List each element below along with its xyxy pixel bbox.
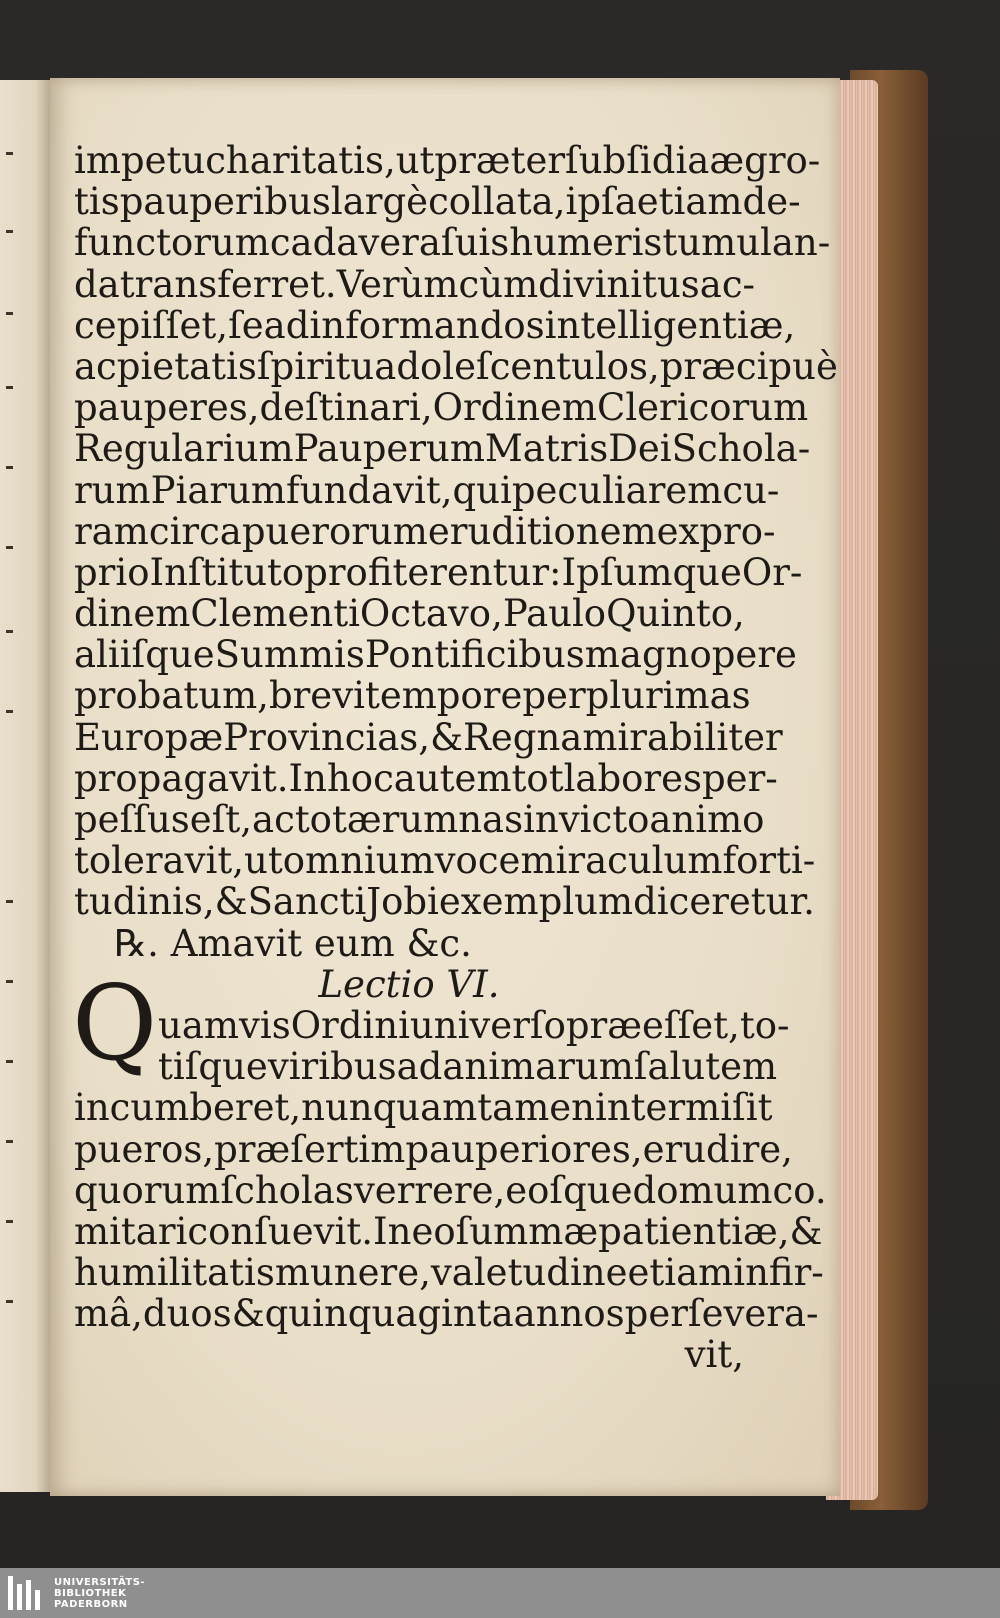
- word: forti-: [722, 839, 816, 883]
- text-line: [74, 880, 815, 924]
- word: ſummæ: [455, 1209, 599, 1253]
- text-line: [74, 964, 744, 1005]
- word: quinquaginta: [264, 1292, 514, 1336]
- word: da: [74, 262, 120, 306]
- logo-line: UNIVERSITÄTS-: [54, 1576, 146, 1588]
- word: nunquam: [301, 1086, 478, 1130]
- word: ſubſidia: [565, 139, 710, 182]
- logo-bars-icon: [8, 1576, 44, 1610]
- text-line: [74, 1168, 827, 1212]
- previous-page-edge: [0, 80, 52, 1492]
- word: annos: [513, 1292, 625, 1336]
- word: Provincias,: [223, 715, 431, 759]
- text-line: [74, 1292, 819, 1336]
- text-line: [74, 344, 838, 388]
- word: Pauperum: [293, 427, 485, 471]
- line-text: vit,: [684, 1333, 744, 1377]
- text-line: [74, 221, 831, 265]
- word: peculiarem: [511, 468, 723, 512]
- word: ſe: [228, 303, 264, 347]
- word: Dei: [608, 427, 672, 471]
- text-line: [74, 303, 796, 347]
- word: erudire,: [642, 1127, 793, 1171]
- word: largè: [330, 180, 429, 224]
- word: Clementi: [190, 592, 360, 636]
- word: profiterentur:: [304, 550, 562, 594]
- word: tempore: [364, 674, 523, 718]
- word: præſertim: [214, 1127, 406, 1171]
- word: de-: [742, 180, 801, 224]
- word: Regna: [463, 715, 583, 759]
- logo-line: PADERBORN: [54, 1598, 128, 1610]
- word: ad: [396, 1045, 443, 1089]
- word: eruditionem: [427, 509, 657, 553]
- word: duos: [142, 1292, 232, 1336]
- word: Verùm: [336, 262, 459, 306]
- word: ex: [656, 509, 700, 553]
- word: Paulo: [502, 592, 607, 636]
- word: animarum: [442, 1045, 634, 1089]
- word: pietatis: [116, 344, 257, 388]
- word: ſalutem: [633, 1045, 778, 1089]
- word: peſſus: [74, 798, 190, 841]
- text-line: [74, 1209, 823, 1253]
- word: co.: [772, 1168, 827, 1212]
- word: Ordinem: [432, 386, 598, 430]
- word: impetu: [74, 139, 206, 182]
- word: animo: [649, 798, 765, 841]
- text-line: [74, 1045, 778, 1089]
- word: ut: [395, 139, 435, 182]
- word: adoleſcentulos,: [374, 344, 660, 388]
- word: infir-: [733, 1251, 824, 1295]
- word: præter: [434, 139, 566, 182]
- word: perſevera-: [624, 1292, 819, 1336]
- word: mâ,: [74, 1292, 143, 1336]
- word: eoſque: [505, 1168, 633, 1212]
- word: Sancti: [247, 880, 367, 924]
- word: dinem: [74, 592, 191, 636]
- word: incumberet,: [74, 1086, 302, 1130]
- text-line: [74, 1127, 793, 1171]
- text-line: [74, 839, 816, 883]
- logo-line: BIBLIOTHEK: [54, 1587, 127, 1599]
- text-line: [74, 798, 765, 841]
- word: divinitus: [538, 262, 700, 306]
- text-line: [74, 1334, 744, 1375]
- word: ad: [263, 303, 310, 347]
- word: mitari: [74, 1209, 188, 1253]
- text-line: [74, 633, 797, 677]
- word: per-: [702, 756, 778, 800]
- word: deſtinari,: [259, 386, 433, 430]
- word: functorum: [74, 221, 270, 265]
- word: pauperibus: [119, 180, 331, 224]
- word: univerſo: [409, 1003, 566, 1047]
- word: fundavit,: [286, 468, 453, 512]
- word: tot: [511, 756, 564, 800]
- word: præeſſet,: [565, 1003, 740, 1047]
- library-logo: [8, 1572, 145, 1614]
- word: diceretur.: [633, 880, 815, 924]
- word: cepiſſet,: [74, 303, 229, 347]
- word: patientiæ,&: [598, 1209, 823, 1253]
- word: circa: [148, 509, 242, 553]
- word: autem: [393, 756, 512, 800]
- word: Quinto,: [606, 592, 745, 636]
- word: tis: [74, 180, 120, 224]
- word: humeris: [509, 221, 663, 265]
- text-line: [74, 180, 801, 224]
- word: qui: [452, 468, 512, 512]
- word: etiam: [636, 180, 743, 224]
- text-line: [74, 262, 756, 306]
- text-line: [74, 1086, 773, 1130]
- text-line: [74, 674, 751, 718]
- word: prio: [74, 550, 150, 594]
- word: &: [214, 880, 248, 924]
- word: propagavit.: [74, 756, 289, 800]
- word: etiam: [627, 1251, 734, 1295]
- word: Pontificibus: [364, 633, 585, 677]
- word: pueros,: [74, 1127, 215, 1171]
- word: ſpiritu: [256, 344, 375, 388]
- word: præcipuè: [659, 344, 838, 388]
- word: viribus: [267, 1045, 397, 1089]
- word: exemplum: [438, 880, 634, 924]
- word: ac: [252, 798, 295, 841]
- word: conſuevit.: [187, 1209, 373, 1253]
- word: puerorum: [241, 509, 428, 553]
- word: ærumnas: [346, 798, 524, 841]
- word: ram: [74, 509, 149, 553]
- text-line: [74, 923, 744, 964]
- word: verrere,: [353, 1168, 506, 1212]
- word: voce: [434, 839, 521, 883]
- word: valetudine: [430, 1251, 628, 1295]
- word: &: [430, 715, 463, 759]
- word: ſcholas: [220, 1168, 354, 1212]
- page-text: [74, 139, 838, 1377]
- word: pro-: [699, 509, 776, 553]
- word: toleravit,: [74, 839, 244, 883]
- word: tumulan-: [662, 221, 831, 265]
- word: intermiſit: [595, 1086, 773, 1130]
- word: Summis: [214, 633, 365, 677]
- word: intelligentiæ,: [544, 303, 796, 347]
- word: probatum,: [74, 674, 269, 718]
- word: Or-: [741, 550, 803, 594]
- text-line: [74, 756, 778, 800]
- word: transferret.: [119, 262, 337, 306]
- text-line: [74, 139, 821, 182]
- word: ac-: [699, 262, 756, 306]
- word: In: [373, 1209, 412, 1253]
- word: miraculum: [520, 839, 723, 883]
- footer-bar: [0, 1568, 1000, 1618]
- text-line: [74, 509, 776, 553]
- text-line: [74, 468, 780, 512]
- word: mirabiliter: [582, 715, 783, 759]
- word: ægro-: [709, 139, 821, 182]
- word: collata,: [428, 180, 566, 224]
- word: munere,: [274, 1251, 431, 1295]
- word: Matris: [484, 427, 609, 471]
- word: pauperes,: [74, 386, 260, 430]
- word: omnium: [282, 839, 435, 883]
- word: per: [522, 674, 586, 718]
- word: domum: [632, 1168, 773, 1212]
- word: Ipſumque: [561, 550, 742, 594]
- text-line: [74, 1003, 790, 1047]
- line-text: ℞. Amavit eum &c.: [114, 921, 472, 965]
- word: Clericorum: [597, 386, 809, 430]
- word: cu-: [722, 468, 780, 512]
- word: In: [288, 756, 327, 800]
- word: to-: [739, 1003, 790, 1047]
- word: Ordini: [290, 1003, 410, 1047]
- word: tiſque: [158, 1045, 268, 1089]
- word: magnopere: [584, 633, 797, 677]
- drop-cap: Q: [72, 962, 158, 1084]
- word: Europæ: [74, 715, 224, 759]
- word: labores: [563, 756, 702, 800]
- word: tot: [294, 798, 347, 841]
- word: cùm: [458, 262, 539, 306]
- word: Inſtituto: [149, 550, 305, 594]
- word: plurimas: [585, 674, 751, 718]
- word: tamen: [477, 1086, 596, 1130]
- text-line: [74, 1251, 824, 1295]
- word: ipſa: [565, 180, 637, 224]
- word: informandos: [309, 303, 545, 347]
- text-line: [74, 386, 809, 430]
- text-line: [74, 550, 803, 594]
- text-line: [74, 715, 783, 759]
- word: charitatis,: [205, 139, 396, 182]
- word: hoc: [326, 756, 394, 800]
- word: rum: [74, 468, 151, 512]
- word: Regularium: [74, 427, 294, 471]
- word: cadavera: [269, 221, 441, 265]
- word: Schola-: [671, 427, 811, 471]
- word: ut: [244, 839, 283, 883]
- word: Octavo,: [359, 592, 503, 636]
- word: humilitatis: [74, 1251, 275, 1295]
- word: eo: [411, 1209, 456, 1253]
- line-text: Lectio VI.: [318, 962, 500, 1006]
- word: ac: [74, 344, 117, 388]
- word: eſt,: [189, 798, 253, 841]
- word: brevi: [268, 674, 365, 718]
- word: aliiſque: [74, 633, 215, 677]
- text-line: [74, 427, 811, 471]
- word: &: [231, 1292, 265, 1336]
- word: tudinis,: [74, 880, 215, 924]
- word: Piarum: [150, 468, 286, 512]
- text-line: [74, 593, 744, 634]
- word: Jobi: [366, 880, 439, 924]
- word: uamvis: [158, 1003, 291, 1047]
- word: ſuis: [440, 221, 510, 265]
- word: pauperiores,: [405, 1127, 643, 1171]
- word: invicto: [523, 798, 650, 841]
- word: quorum: [74, 1168, 221, 1212]
